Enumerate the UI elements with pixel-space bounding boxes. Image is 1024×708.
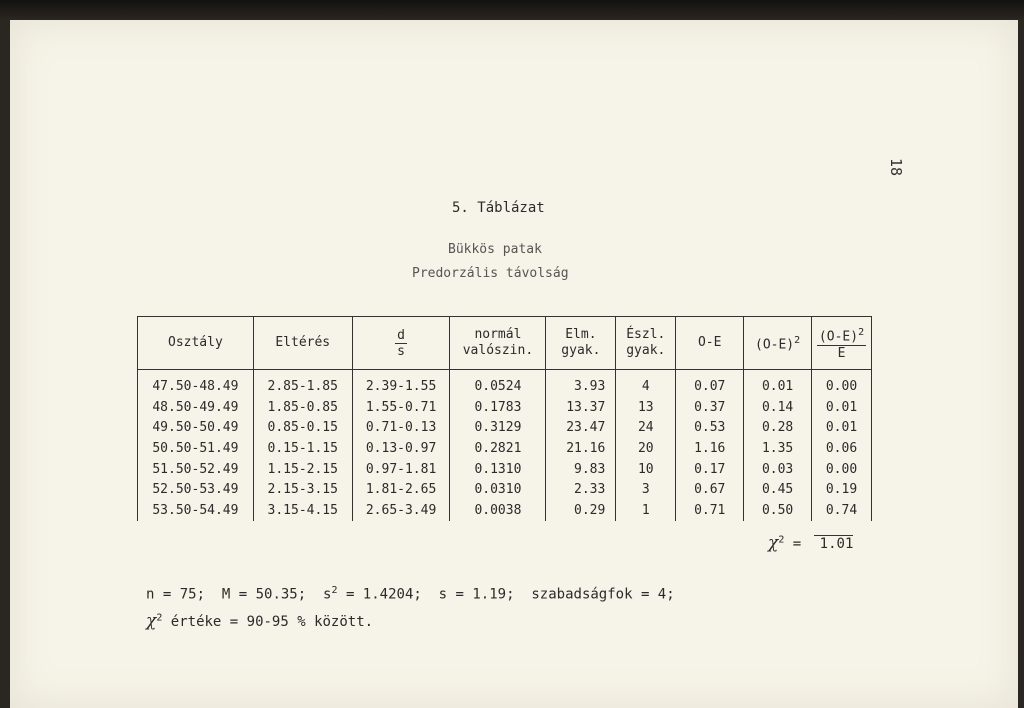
- ratio-numerator: [817, 325, 866, 345]
- cell-eszl: 3: [616, 480, 676, 501]
- cell-oe2: 0.01: [744, 370, 812, 398]
- header-eszl-line2: gyak.: [626, 343, 666, 358]
- cell-d-over-s: 0.13-0.97: [352, 439, 450, 460]
- stat-s2-label: s: [323, 586, 332, 603]
- cell-osztaly: 49.50-50.49: [138, 418, 254, 439]
- cell-osztaly: 47.50-48.49: [138, 370, 254, 398]
- header-elteres: Eltérés: [253, 317, 352, 370]
- table-title: 5. Táblázat: [452, 200, 545, 216]
- cell-oe2: 0.28: [744, 418, 812, 439]
- cell-elteres: 0.15-1.15: [253, 439, 352, 460]
- ratio-denominator: E: [837, 345, 846, 361]
- table-row: [138, 459, 872, 480]
- cell-osztaly: 52.50-53.49: [138, 480, 254, 501]
- scan-top-edge: [0, 0, 1024, 20]
- cell-elteres: 2.15-3.15: [253, 480, 352, 501]
- header-osztaly: Osztály: [138, 317, 254, 370]
- header-d-over-s: [352, 317, 450, 370]
- cell-ratio: 0.01: [812, 398, 872, 419]
- chi-equals: =: [792, 536, 802, 552]
- header-normal-line2: valószin.: [462, 343, 534, 358]
- cell-osztaly: 53.50-54.49: [138, 501, 254, 522]
- oe2-over-e-fraction: [817, 325, 866, 360]
- chi-range-note: [146, 611, 373, 631]
- d-numerator: d: [397, 327, 405, 343]
- cell-elm: 3.93: [546, 370, 616, 398]
- cell-normal: 0.0524: [450, 370, 546, 398]
- cell-oe: 0.17: [676, 459, 744, 480]
- chi-total-value: 1.01: [814, 535, 854, 552]
- header-elm-line1: Elm.: [565, 327, 597, 342]
- chi-square-table: [137, 316, 872, 521]
- cell-eszl: 20: [616, 439, 676, 460]
- cell-ratio: 0.00: [812, 459, 872, 480]
- header-oe-squared: [744, 317, 812, 370]
- cell-osztaly: 51.50-52.49: [138, 459, 254, 480]
- table-row: [138, 501, 872, 522]
- cell-d-over-s: 0.71-0.13: [352, 418, 450, 439]
- header-normal-line1: normál: [474, 327, 522, 342]
- cell-elm: 2.33: [546, 480, 616, 501]
- measure-name: Predorzális távolság: [412, 266, 569, 281]
- cell-elteres: 0.85-0.15: [253, 418, 352, 439]
- chi-square-total: [768, 533, 853, 553]
- cell-ratio: 0.00: [812, 370, 872, 398]
- stat-s: s = 1.19;: [438, 586, 515, 603]
- table-row: [138, 418, 872, 439]
- stat-mean: M = 50.35;: [221, 586, 307, 603]
- cell-oe: 0.67: [676, 480, 744, 501]
- header-oe: O-E: [676, 317, 744, 370]
- table-row: [138, 370, 872, 398]
- cell-eszl: 24: [616, 418, 676, 439]
- table-row: [138, 480, 872, 501]
- cell-oe: 0.53: [676, 418, 744, 439]
- cell-normal: 0.3129: [450, 418, 546, 439]
- cell-eszl: 10: [616, 459, 676, 480]
- stat-s2-exponent: 2: [331, 585, 338, 596]
- oe2-base: (O-E): [755, 337, 795, 353]
- cell-normal: 0.1310: [450, 459, 546, 480]
- cell-oe2: 0.03: [744, 459, 812, 480]
- cell-elm: 23.47: [546, 418, 616, 439]
- header-eszl-line1: Észl.: [626, 327, 666, 342]
- chi-range-symbol: χ: [146, 611, 157, 631]
- chi-range-exponent: 2: [156, 612, 163, 624]
- cell-eszl: 1: [616, 501, 676, 522]
- cell-ratio: 0.06: [812, 439, 872, 460]
- cell-ratio: 0.01: [812, 418, 872, 439]
- cell-elm: 13.37: [546, 398, 616, 419]
- stat-s2-value: = 1.4204;: [345, 586, 422, 603]
- cell-elteres: 1.85-0.85: [253, 398, 352, 419]
- cell-osztaly: 50.50-51.49: [138, 439, 254, 460]
- ratio-num-base: (O-E): [818, 329, 859, 345]
- d-over-s-fraction: [395, 328, 407, 359]
- cell-oe: 1.16: [676, 439, 744, 460]
- table-row: [138, 398, 872, 419]
- cell-elm: 0.29: [546, 501, 616, 522]
- cell-oe: 0.07: [676, 370, 744, 398]
- cell-ratio: 0.19: [812, 480, 872, 501]
- page-number: 18: [887, 158, 905, 177]
- header-normal: [450, 317, 546, 370]
- cell-elteres: 3.15-4.15: [253, 501, 352, 522]
- cell-oe: 0.71: [676, 501, 744, 522]
- oe2-exponent: 2: [794, 334, 801, 346]
- header-oe-squared-over-e: [812, 317, 872, 370]
- table-row: [138, 439, 872, 460]
- header-elm-line2: gyak.: [561, 343, 601, 358]
- cell-elteres: 1.15-2.15: [253, 459, 352, 480]
- cell-oe2: 0.45: [744, 480, 812, 501]
- chi-symbol: χ: [768, 533, 779, 553]
- header-eszl: [616, 317, 676, 370]
- cell-oe2: 1.35: [744, 439, 812, 460]
- header-elm: [546, 317, 616, 370]
- cell-elm: 9.83: [546, 459, 616, 480]
- s-denominator: s: [397, 343, 405, 359]
- cell-d-over-s: 0.97-1.81: [352, 459, 450, 480]
- cell-oe: 0.37: [676, 398, 744, 419]
- cell-ratio: 0.74: [812, 501, 872, 522]
- cell-oe2: 0.14: [744, 398, 812, 419]
- stat-n: n = 75;: [146, 586, 206, 603]
- ratio-num-exponent: 2: [858, 327, 865, 339]
- cell-elteres: 2.85-1.85: [253, 370, 352, 398]
- stream-name: Bükkös patak: [448, 242, 542, 257]
- cell-normal: 0.0038: [450, 501, 546, 522]
- cell-d-over-s: 2.39-1.55: [352, 370, 450, 398]
- summary-statistics: [146, 585, 675, 603]
- header-row: [138, 317, 872, 370]
- cell-osztaly: 48.50-49.49: [138, 398, 254, 419]
- cell-normal: 0.0310: [450, 480, 546, 501]
- cell-d-over-s: 1.81-2.65: [352, 480, 450, 501]
- stat-df: szabadságfok = 4;: [531, 586, 675, 603]
- cell-d-over-s: 1.55-0.71: [352, 398, 450, 419]
- cell-normal: 0.2821: [450, 439, 546, 460]
- chi-range-text: értéke = 90-95 % között.: [170, 614, 374, 630]
- cell-d-over-s: 2.65-3.49: [352, 501, 450, 522]
- cell-eszl: 13: [616, 398, 676, 419]
- chi-exponent: 2: [778, 534, 785, 546]
- cell-oe2: 0.50: [744, 501, 812, 522]
- cell-elm: 21.16: [546, 439, 616, 460]
- cell-normal: 0.1783: [450, 398, 546, 419]
- cell-eszl: 4: [616, 370, 676, 398]
